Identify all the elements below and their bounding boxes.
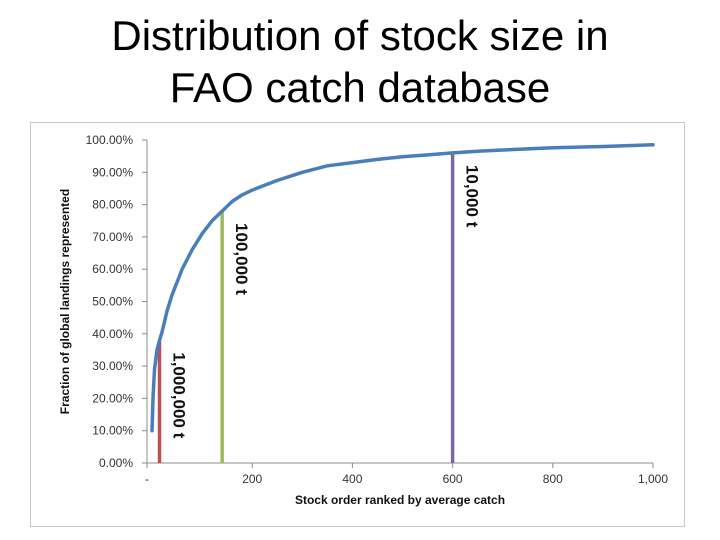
y-tick-label: 30.00% (92, 359, 133, 374)
y-tick-label: 60.00% (92, 262, 133, 277)
y-tick-label: 90.00% (92, 165, 133, 180)
x-tick-label: 1,000 (637, 472, 669, 486)
cumulative-landings-line (152, 145, 653, 431)
y-tick-label: 70.00% (92, 229, 133, 244)
x-tick-label: - (145, 472, 149, 486)
y-tick-label: 100.00% (85, 133, 133, 147)
x-tick-label: 400 (342, 472, 363, 486)
chart-frame (30, 122, 685, 527)
x-axis-label: Stock order ranked by average catch (294, 493, 506, 507)
slide-title-line-2: FAO catch database (169, 64, 551, 111)
slide-title (0, 10, 720, 114)
threshold-marker-label: 1,000,000 t (169, 352, 189, 439)
y-axis-label: Fraction of global landings represented (58, 188, 72, 415)
x-tick-label: 800 (542, 472, 563, 486)
y-tick-label: 40.00% (92, 326, 133, 341)
x-tick-label: 200 (242, 472, 263, 486)
chart-markers (160, 153, 482, 463)
y-tick-label: 0.00% (98, 456, 133, 470)
y-tick-label: 20.00% (92, 391, 133, 406)
threshold-marker-label: 100,000 t (232, 223, 252, 295)
x-tick-label: 600 (442, 472, 463, 486)
chart-series (152, 145, 653, 431)
threshold-marker-label: 10,000 t (462, 164, 482, 228)
y-tick-label: 10.00% (92, 423, 133, 438)
slide-title-line-1: Distribution of stock size in (111, 12, 609, 59)
stock-size-chart (31, 123, 684, 526)
y-tick-label: 80.00% (92, 197, 133, 212)
y-tick-label: 50.00% (92, 294, 133, 309)
